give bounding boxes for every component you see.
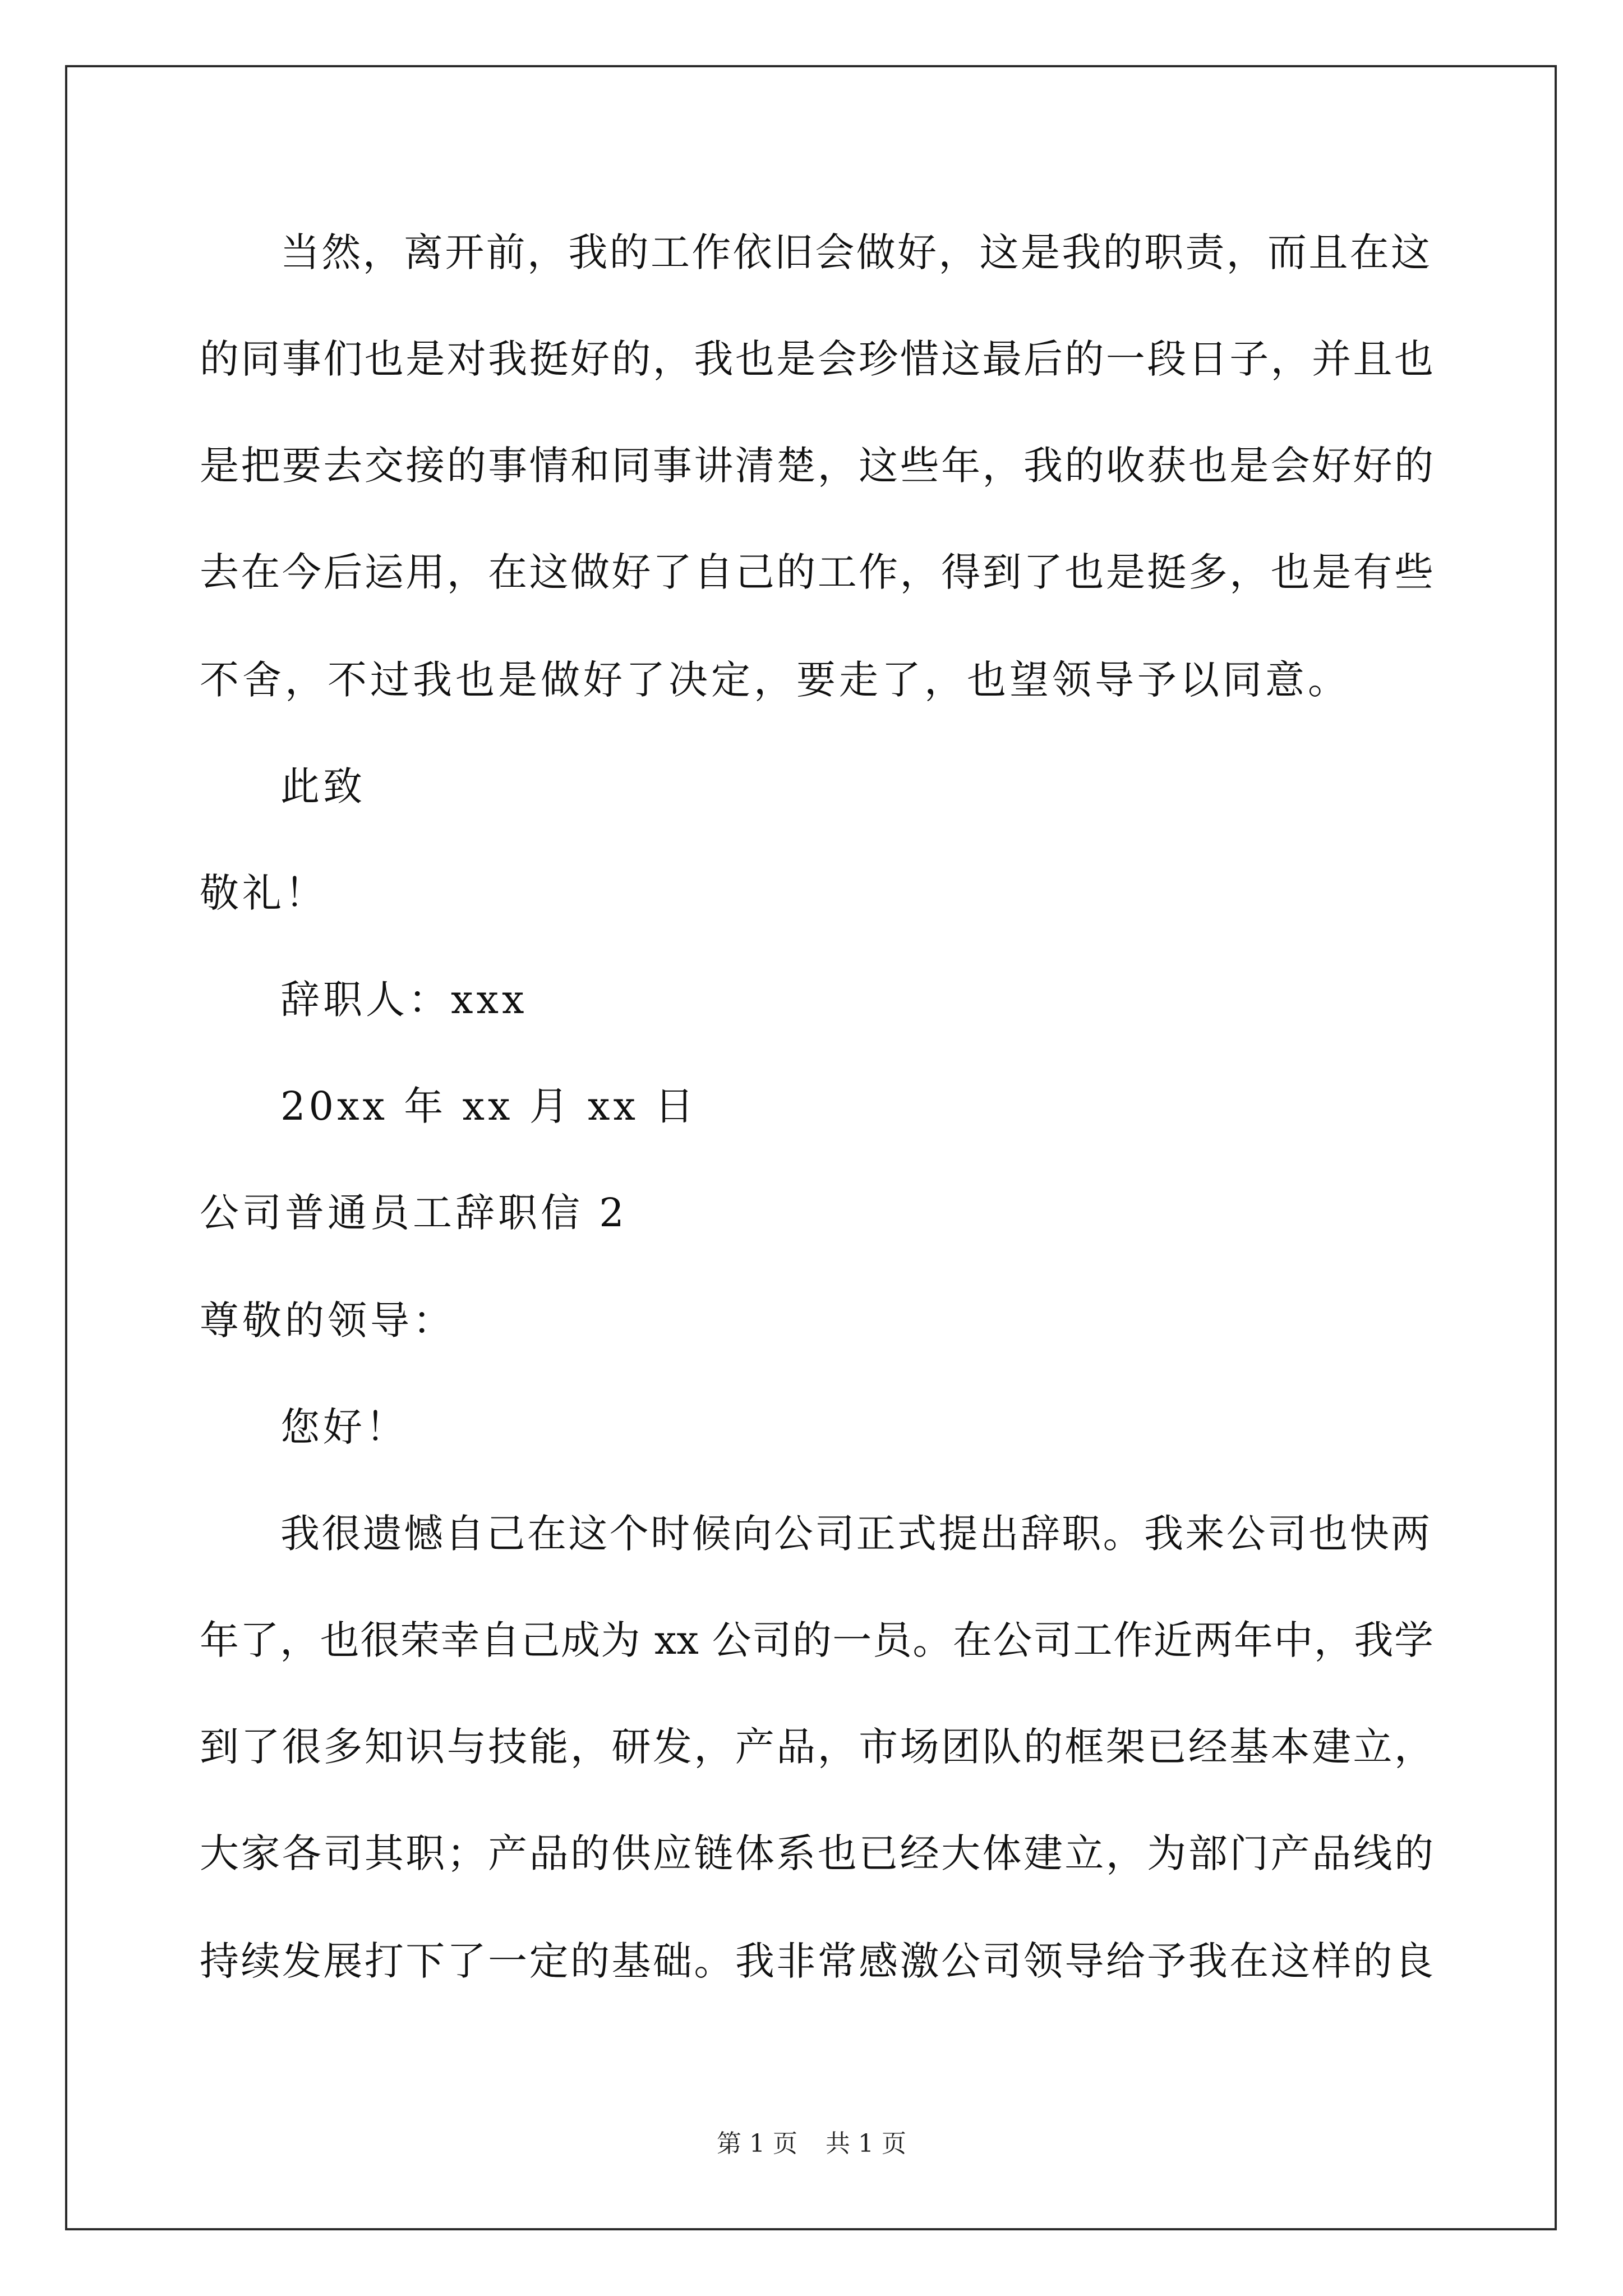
paragraph-line: 大家各司其职；产品的供应链体系也已经大体建立，为部门产品线的 [200,1830,1433,1876]
closing-regards: 敬礼！ [200,870,328,916]
paragraph-line: 的同事们也是对我挺好的，我也是会珍惜这最后的一段日子，并且也 [200,336,1433,382]
greeting: 您好！ [280,1404,408,1450]
section-title: 公司普通员工辞职信 2 [200,1190,628,1236]
paragraph-line: 去在今后运用，在这做好了自己的工作，得到了也是挺多，也是有些 [200,549,1433,595]
page-border [65,65,1557,2230]
page-count: 共 1 页 [826,2129,906,2158]
signature-date: 20xx 年 xx 月 xx 日 [280,1083,698,1129]
paragraph-line: 年了，也很荣幸自己成为 xx 公司的一员。在公司工作近两年中，我学 [200,1617,1433,1663]
page-number: 第 1 页 [717,2129,797,2158]
paragraph-line: 我很遗憾自己在这个时候向公司正式提出辞职。我来公司也快两 [280,1511,1430,1557]
paragraph-line: 持续发展打下了一定的基础。我非常感激公司领导给予我在这样的良 [200,1938,1433,1984]
paragraph-line: 当然，离开前，我的工作依旧会做好，这是我的职责，而且在这 [280,229,1430,275]
paragraph-line: 不舍，不过我也是做好了决定，要走了，也望领导予以同意。 [200,657,1350,703]
page-footer [0,2127,1623,2161]
paragraph-line: 到了很多知识与技能，研发，产品，市场团队的框架已经基本建立， [200,1724,1433,1770]
salutation: 尊敬的领导： [200,1297,455,1343]
closing-salutation: 此致 [280,763,366,809]
paragraph-line: 是把要去交接的事情和同事讲清楚，这些年，我的收获也是会好好的 [200,443,1433,489]
signature-name: 辞职人：xxx [280,977,528,1023]
